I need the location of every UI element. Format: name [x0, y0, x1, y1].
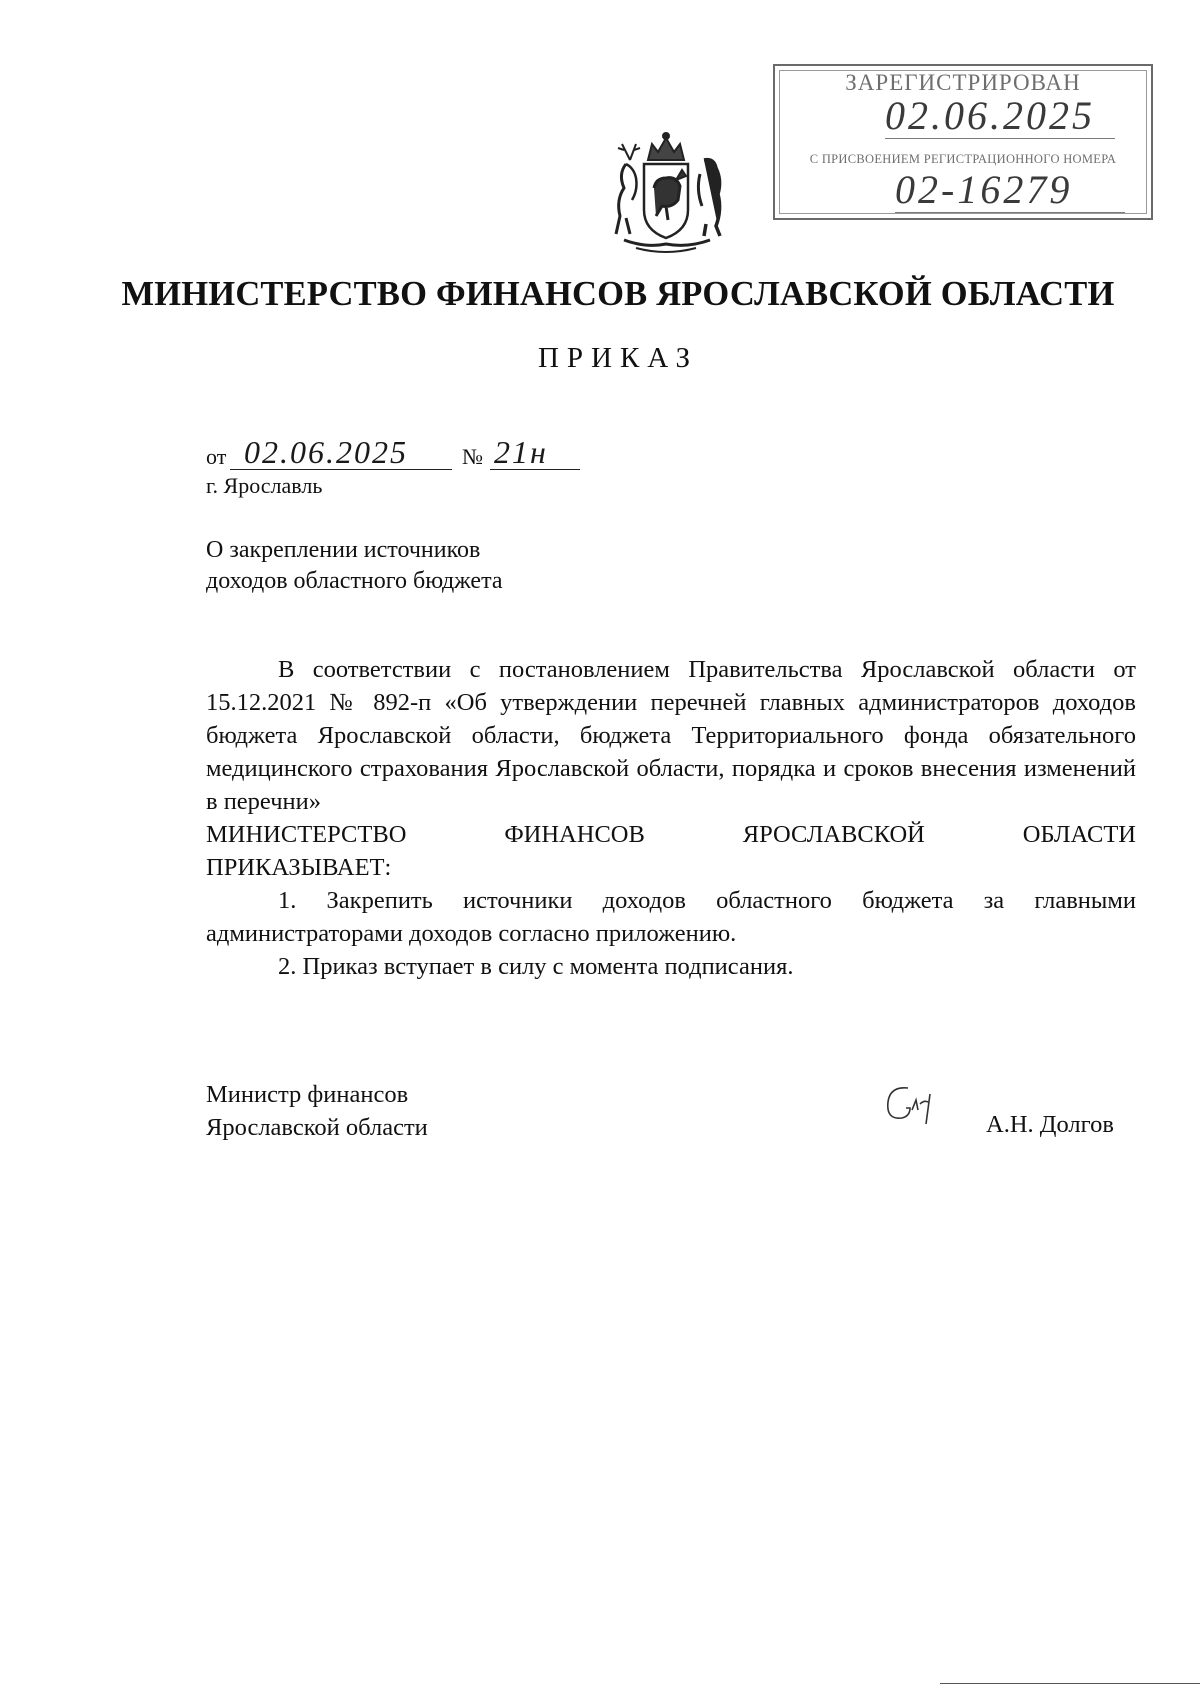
signatory-name: А.Н. Долгов — [986, 1111, 1114, 1138]
number-label: № — [462, 444, 483, 469]
orders-line-2: ПРИКАЗЫВАЕТ: — [206, 854, 392, 881]
order-date: 02.06.2025 — [230, 435, 452, 470]
stamp-subtitle: С ПРИСВОЕНИЕМ РЕГИСТРАЦИОННОГО НОМЕРА — [809, 152, 1117, 166]
preamble-paragraph: В соответствии с постановлением Правительства Ярославской области от 15.12.2021 № 892-п «Об утверждении перечней главных администраторов доходов бюджета Ярославской области, бюджета Территориального фонда обязательного медицинского страхования Ярославской области, порядка и сроков внесения изменений в перечни» — [206, 656, 1136, 815]
orders-line-1: МИНИСТЕРСТВО ФИНАНСОВ ЯРОСЛАВСКОЙ ОБЛАСТИ — [206, 821, 1136, 848]
date-label: от — [206, 444, 227, 469]
page-bottom-rule — [940, 1683, 1200, 1684]
coat-of-arms-icon — [596, 130, 736, 258]
document-type-title: ПРИКАЗ — [537, 342, 699, 374]
handwritten-signature — [880, 1080, 950, 1132]
subject-line-1: О закреплении источников — [206, 537, 481, 563]
order-body — [206, 653, 1136, 983]
position-line-2: Ярославской области — [206, 1114, 428, 1141]
subject-line-2: доходов областного бюджета — [206, 568, 503, 594]
order-date-number-line — [206, 434, 606, 474]
order-item-2: 2. Приказ вступает в силу с момента подписания. — [278, 953, 794, 980]
order-item-1: 1. Закрепить источники доходов областного бюджета за главными администраторами доходов согласно приложению. — [206, 887, 1136, 947]
position-line-1: Министр финансов — [206, 1081, 409, 1108]
order-number: 21н — [490, 435, 580, 470]
signatory-position — [206, 1078, 428, 1144]
stamp-registration-number: 02-16279 — [895, 168, 1125, 213]
stamp-title: ЗАРЕГИСТРИРОВАН — [845, 70, 1081, 95]
stamp-date: 02.06.2025 — [885, 94, 1115, 139]
city-line: г. Ярославль — [206, 473, 323, 498]
ministry-title: МИНИСТЕРСТВО ФИНАНСОВ ЯРОСЛАВСКОЙ ОБЛАСТИ — [121, 275, 1115, 313]
order-subject — [206, 535, 503, 597]
registration-stamp — [773, 64, 1153, 220]
